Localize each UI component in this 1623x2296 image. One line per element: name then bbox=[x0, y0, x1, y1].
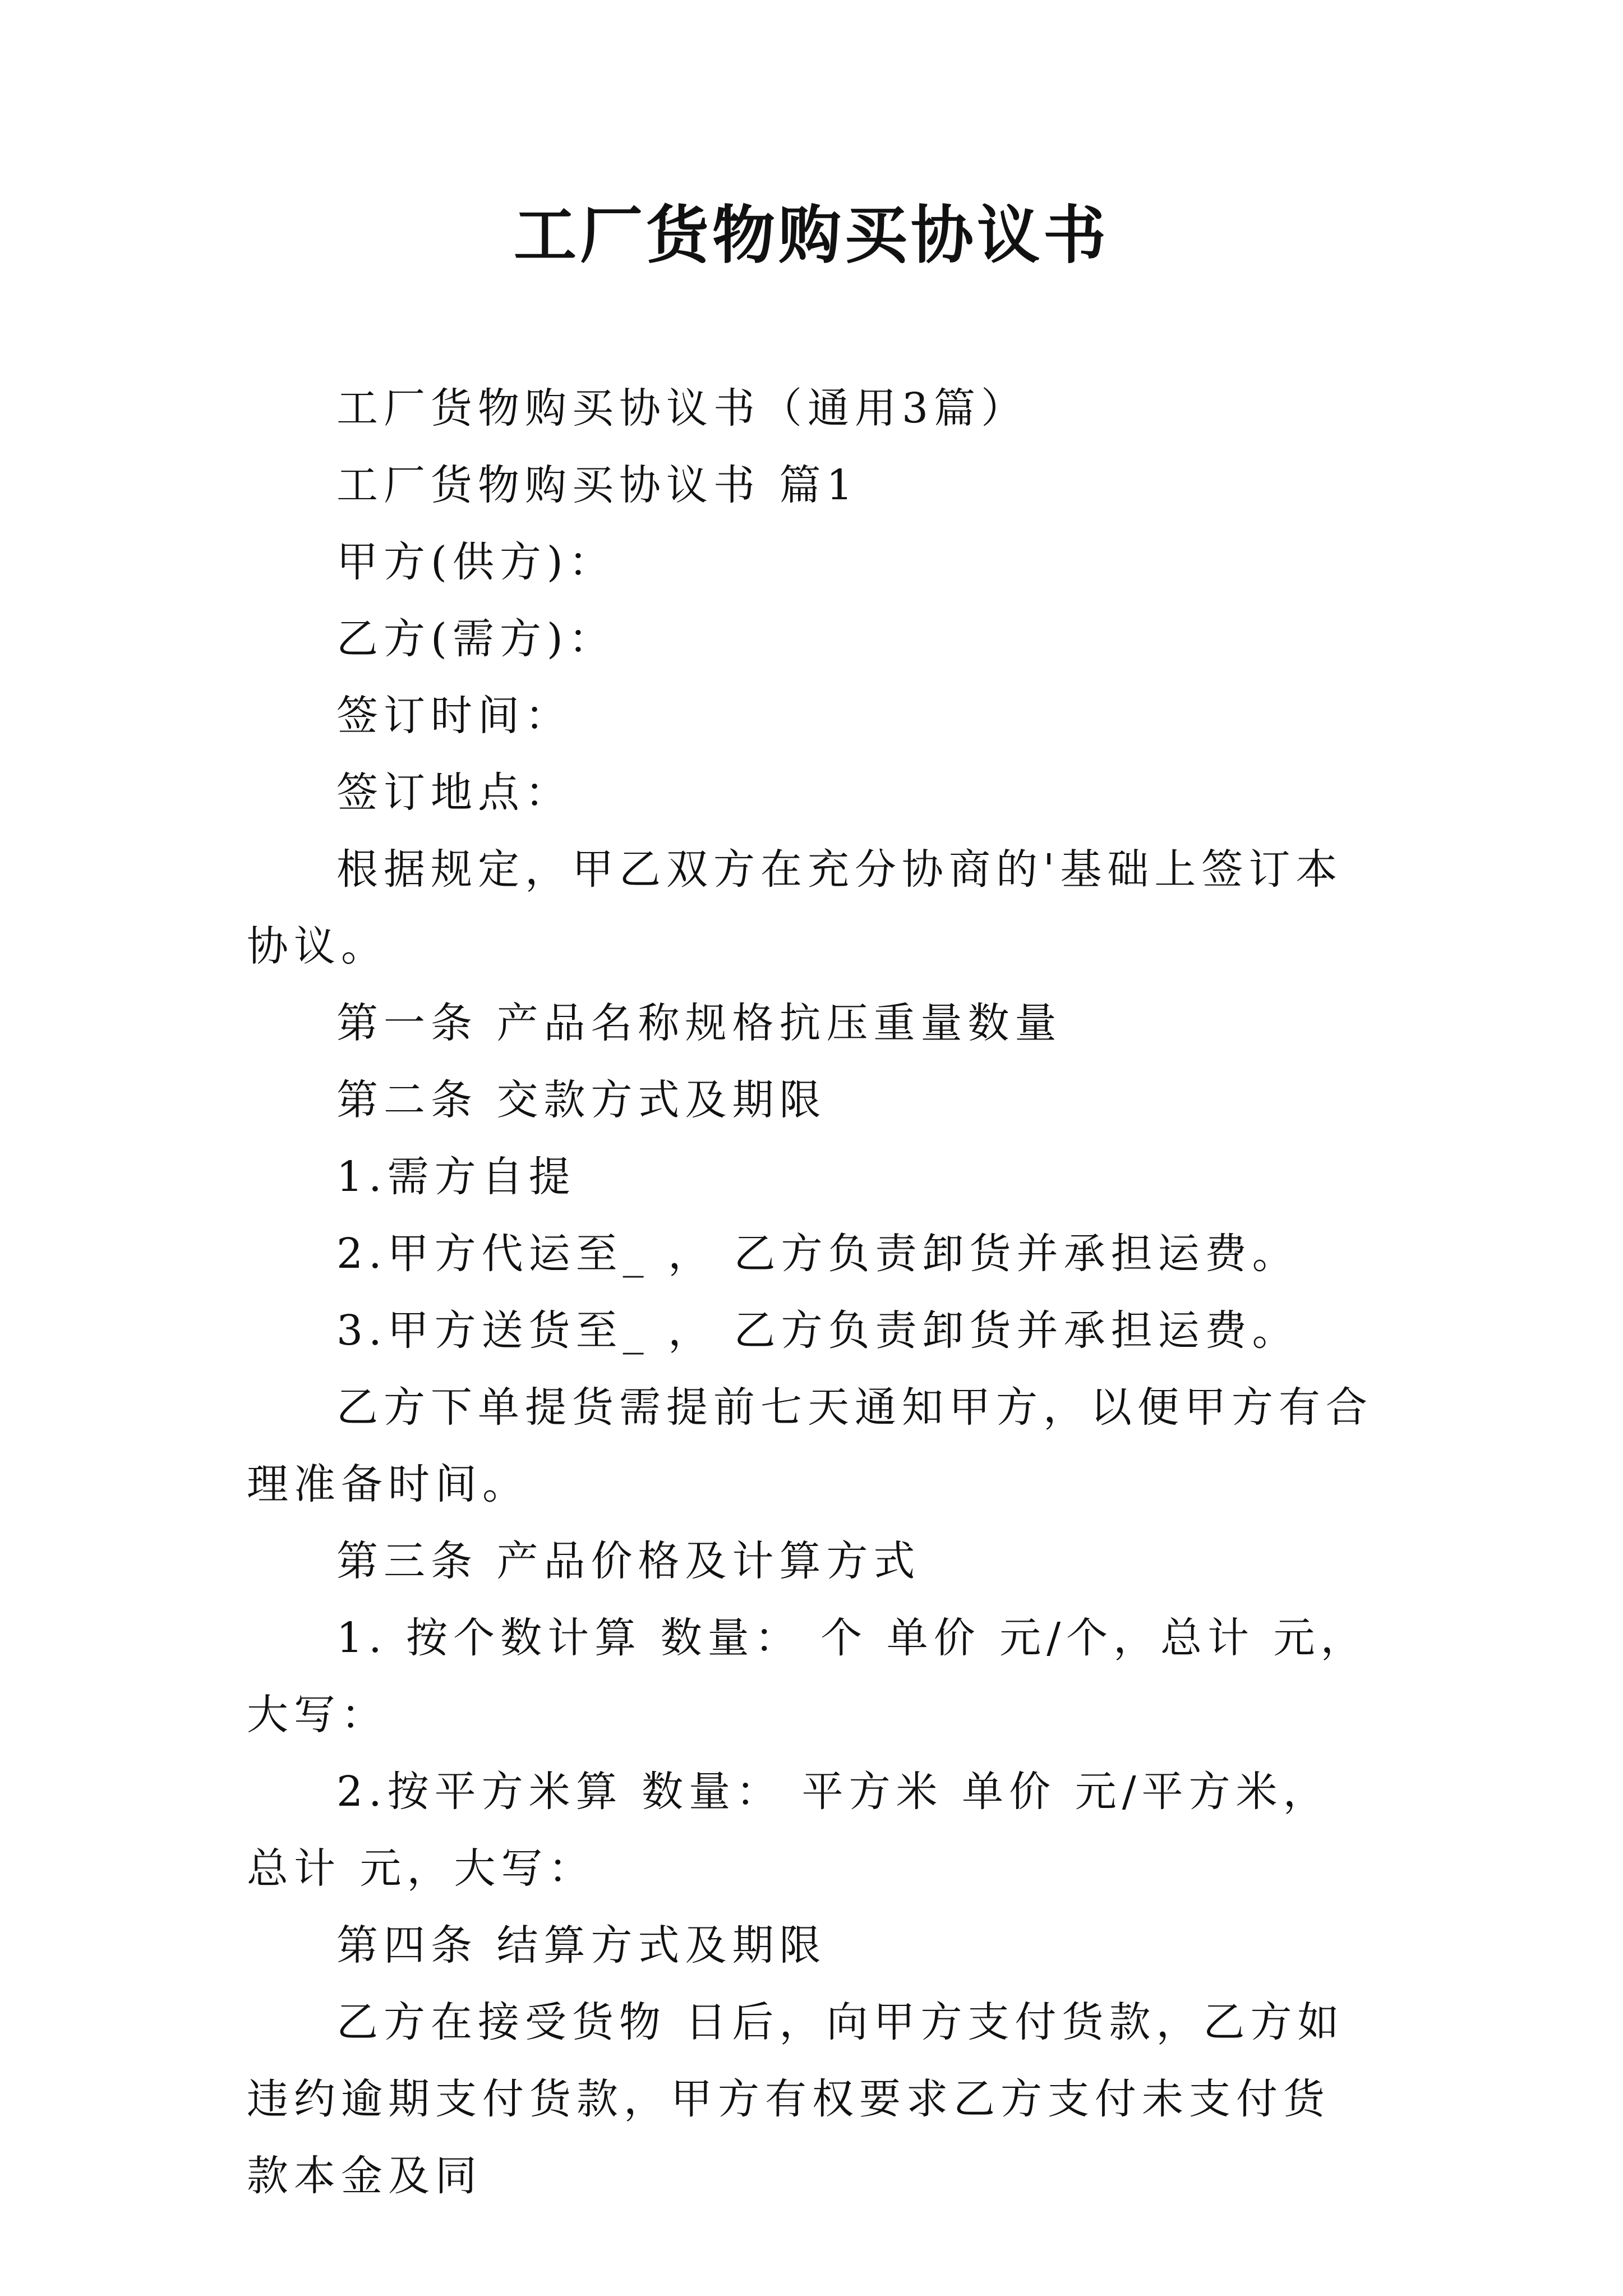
paragraph-item-1: 1.需方自提 bbox=[336, 1153, 576, 1201]
paragraph-sign-place: 签订地点： bbox=[336, 769, 572, 817]
document-body bbox=[247, 370, 1374, 2215]
paragraph-party-a: 甲方(供方)： bbox=[336, 538, 616, 586]
paragraph-article-3: 第三条 产品价格及计算方式 bbox=[336, 1537, 921, 1585]
paragraph-article-4: 第四条 结算方式及期限 bbox=[336, 1921, 827, 1970]
paragraph-party-b: 乙方(需方)： bbox=[336, 615, 616, 663]
paragraph-article-2: 第二条 交款方式及期限 bbox=[336, 1076, 827, 1124]
paragraph-item-2: 2.甲方代运至_ ， 乙方负责卸货并承担运费。 bbox=[336, 1230, 1299, 1278]
document-title: 工厂货物购买协议书 bbox=[514, 199, 1109, 272]
paragraph-preamble: 根据规定，甲乙双方在充分协商的'基础上签订本协议。 bbox=[247, 845, 1343, 970]
paragraph-price-by-count: 1. 按个数计算 数量： 个 单价 元/个，总计 元，大写： bbox=[247, 1614, 1368, 1739]
paragraph-item-3: 3.甲方送货至_ ， 乙方负责卸货并承担运费。 bbox=[336, 1306, 1299, 1355]
paragraph-subtitle: 工厂货物购买协议书（通用3篇） bbox=[336, 384, 1029, 432]
paragraph-price-by-area: 2.按平方米算 数量： 平方米 单价 元/平方米，总计 元，大写： bbox=[247, 1768, 1330, 1893]
paragraph-sign-time: 签订时间： bbox=[336, 692, 572, 740]
paragraph-section-heading: 工厂货物购买协议书 篇1 bbox=[336, 461, 859, 509]
paragraph-notice: 乙方下单提货需提前七天通知甲方，以便甲方有合理准备时间。 bbox=[247, 1383, 1373, 1508]
paragraph-article-1: 第一条 产品名称规格抗压重量数量 bbox=[336, 999, 1062, 1047]
paragraph-settlement: 乙方在接受货物 日后，向甲方支付货款，乙方如违约逾期支付货款，甲方有权要求乙方支付未支付货款本金及同 bbox=[247, 1998, 1345, 2200]
